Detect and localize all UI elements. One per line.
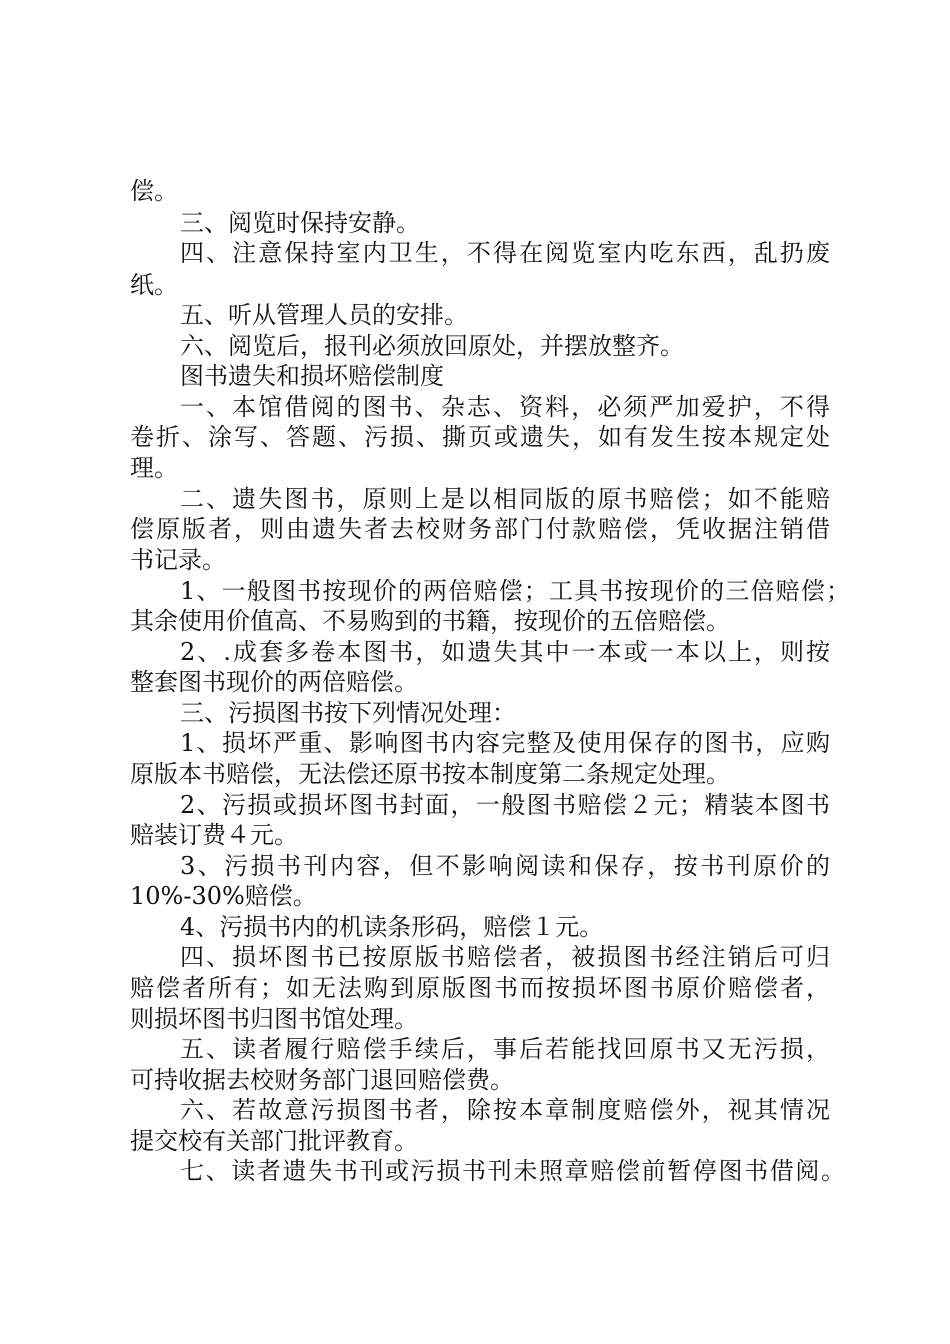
- text-line: 10%-30%赔偿。: [130, 882, 317, 910]
- text-line: 四、注意保持室内卫生，不得在阅览室内吃东西，乱扔废: [180, 239, 830, 267]
- section-heading: 图书遗失和损坏赔偿制度: [180, 362, 444, 390]
- text-line: 则损坏图书归图书馆处理。: [130, 1005, 418, 1033]
- text-line: 3、污损书刊内容，但不影响阅读和保存，按书刊原价的: [180, 852, 830, 880]
- text-line: 卷折、涂写、答题、污损、撕页或遗失，如有发生按本规定处: [130, 423, 830, 451]
- text-line: 1、一般图书按现价的两倍赔偿；工具书按现价的三倍赔偿；: [180, 577, 850, 605]
- text-line: 书记录。: [130, 546, 226, 574]
- text-line: 四、损坏图书已按原版书赔偿者，被损图书经注销后可归: [180, 943, 830, 971]
- text-line: 2、污损或损坏图书封面，一般图书赔偿２元；精装本图书: [180, 791, 830, 819]
- text-line: 理。: [130, 454, 178, 482]
- text-line: 纸。: [130, 271, 178, 299]
- text-line: 整套图书现价的两倍赔偿。: [130, 668, 418, 696]
- text-line: 六、阅览后，报刊必须放回原处，并摆放整齐。: [180, 332, 684, 360]
- text-line: 1、损坏严重、影响图书内容完整及使用保存的图书，应购: [180, 729, 830, 757]
- text-line: 六、若故意污损图书者，除按本章制度赔偿外，视其情况: [180, 1096, 830, 1124]
- text-line: 五、听从管理人员的安排。: [180, 301, 468, 329]
- text-line: 三、污损图书按下列情况处理：: [180, 699, 516, 727]
- text-line: 三、阅览时保持安静。: [180, 209, 420, 237]
- text-line: 提交校有关部门批评教育。: [130, 1127, 418, 1155]
- text-line: 七、读者遗失书刊或污损书刊未照章赔偿前暂停图书借阅。: [180, 1157, 845, 1185]
- text-line: 偿原版者，则由遗失者去校财务部门付款赔偿，凭收据注销借: [130, 515, 830, 543]
- text-line: 赔装订费４元。: [130, 821, 298, 849]
- text-line: 2、.成套多卷本图书，如遗失其中一本或一本以上，则按: [180, 638, 830, 666]
- text-line: 可持收据去校财务部门退回赔偿费。: [130, 1066, 514, 1094]
- text-line: 赔偿者所有；如无法购到原版图书而按损坏图书原价赔偿者，: [130, 974, 830, 1002]
- text-line: 五、读者履行赔偿手续后，事后若能找回原书又无污损，: [180, 1035, 830, 1063]
- text-line: 一、本馆借阅的图书、杂志、资料，必须严加爱护，不得: [180, 393, 830, 421]
- text-line: 4、污损书内的机读条形码，赔偿１元。: [180, 913, 604, 941]
- text-line: 其余使用价值高、不易购到的书籍，按现价的五倍赔偿。: [130, 607, 730, 635]
- text-line: 原版本书赔偿，无法偿还原书按本制度第二条规定处理。: [130, 760, 730, 788]
- text-line: 偿。: [130, 177, 178, 205]
- text-line: 二、遗失图书，原则上是以相同版的原书赔偿；如不能赔: [180, 485, 830, 513]
